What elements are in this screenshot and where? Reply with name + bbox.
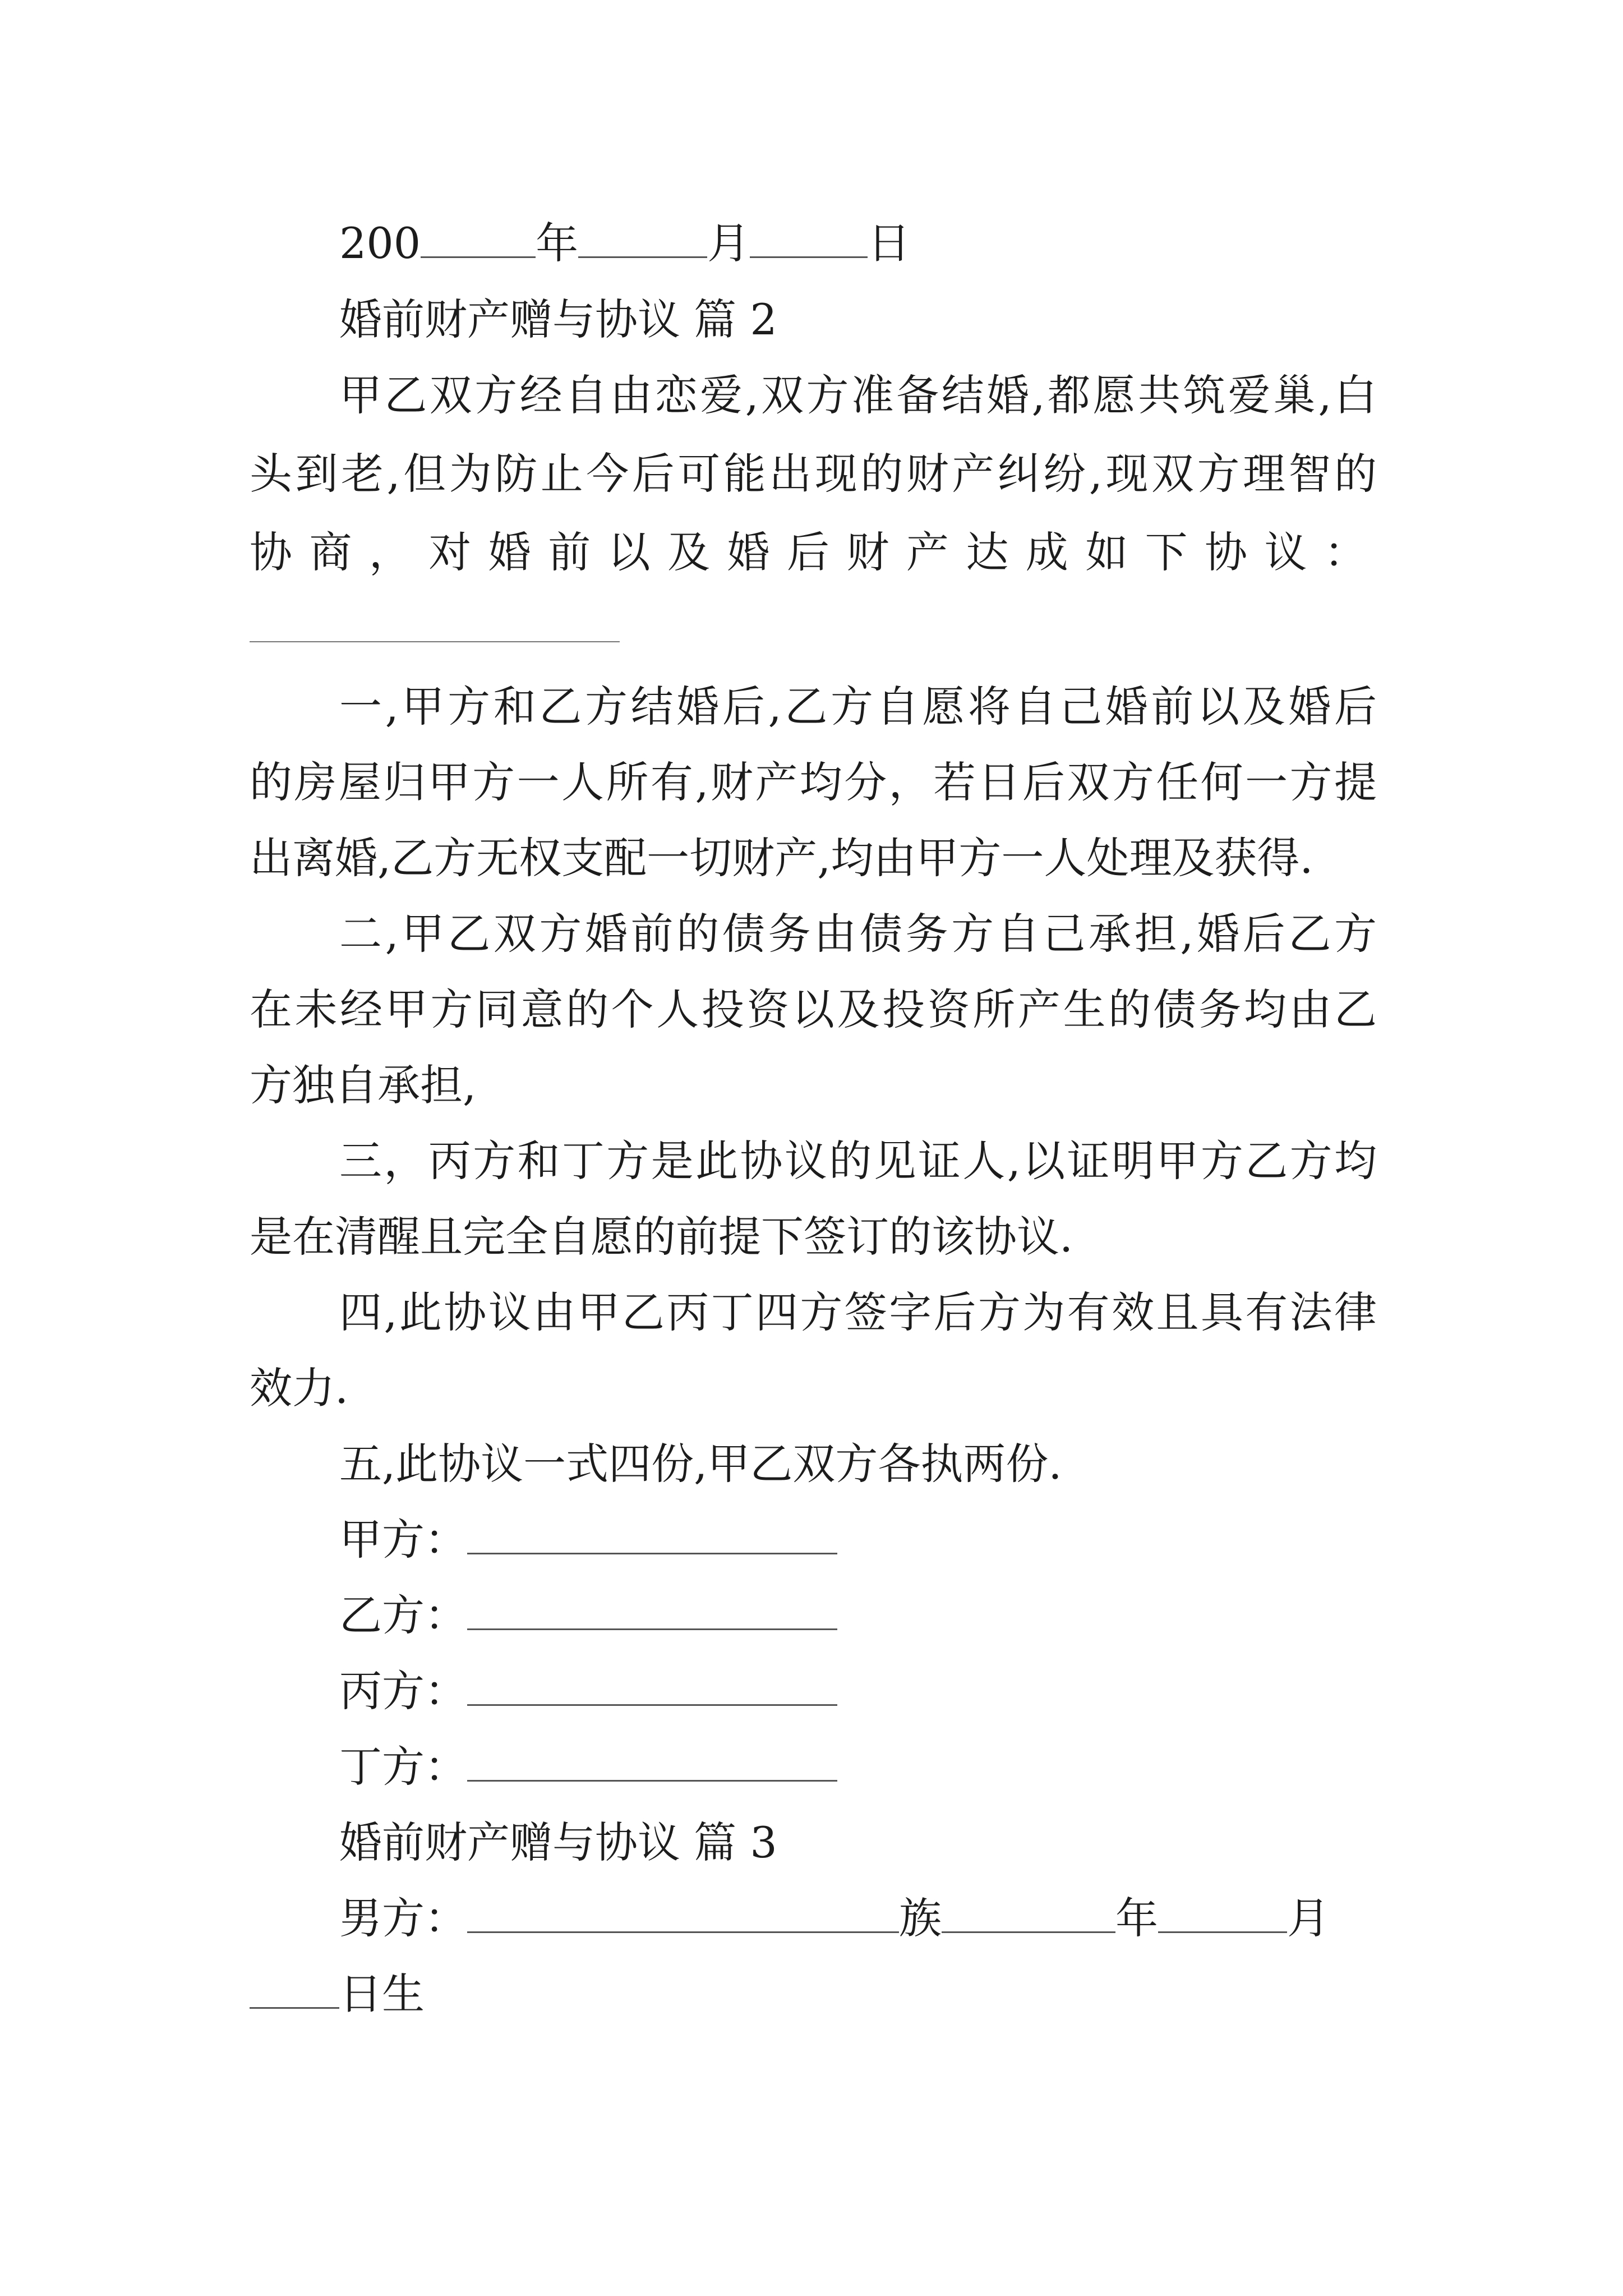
birth-day-blank [250,1969,339,2009]
male-name-blank [467,1893,899,1933]
party-d-label: 丁方： [339,1742,467,1792]
intro-line-2: 头到老,但为防止今后可能出现的财产纠纷,现双方理智的 [250,449,1377,499]
separator-rule [250,641,620,642]
party-c-label: 丙方： [339,1666,467,1716]
party-b-label: 乙方： [339,1590,467,1640]
signature-party-d [339,1728,1467,1806]
party-a-signature-blank [467,1515,837,1554]
birth-suffix: 日生 [339,1969,425,2019]
signature-party-b [339,1576,1467,1655]
signature-party-c [339,1652,1467,1731]
ethnicity-blank [942,1893,1115,1933]
party-a-label: 甲方： [339,1515,467,1565]
month-label: 月 [707,218,750,268]
birth-year-blank [1158,1893,1287,1933]
clause-1-line-1: 一,甲方和乙方结婚后,乙方自愿将自己婚前以及婚后 [339,682,1377,731]
party-d-signature-blank [467,1742,837,1782]
date-line [339,204,1467,283]
day-blank [750,218,868,258]
clause-1-line-3: 出离婚,乙方无权支配一切财产,均由甲方一人处理及获得. [250,833,1313,883]
clause-2-line-3: 方独自承担, [250,1060,477,1110]
clause-4-line-2: 效力. [250,1363,349,1413]
clause-1-line-2: 的房屋归甲方一人所有,财产均分，若日后双方任何一方提 [250,757,1377,807]
section-2-title: 婚前财产赠与协议 篇 2 [339,295,777,344]
date-year-prefix: 200 [339,218,421,268]
clause-2-line-1: 二,甲乙双方婚前的债务由债务方自己承担,婚后乙方 [339,909,1377,959]
birth-year-label: 年 [1115,1893,1158,1943]
signature-party-a [339,1501,1467,1579]
clause-5-line-1: 五,此协议一式四份,甲乙双方各执两份. [339,1439,1062,1489]
birth-month-label: 月 [1287,1893,1330,1943]
intro-line-3: 协商，对婚前以及婚后财产达成如下协议： [250,527,1377,577]
male-label: 男方： [339,1893,467,1943]
clause-2-line-2: 在未经甲方同意的个人投资以及投资所产生的债务均由乙 [250,984,1377,1034]
year-blank [421,218,536,258]
party-c-signature-blank [467,1666,837,1706]
clause-3-line-1: 三，丙方和丁方是此协议的见证人,以证明甲方乙方均 [339,1136,1377,1186]
clause-3-line-2: 是在清醒且完全自愿的前提下签订的该协议. [250,1212,1073,1262]
year-label: 年 [536,218,579,268]
ethnicity-label: 族 [899,1893,942,1943]
male-birth-line [250,1955,1377,2033]
party-b-signature-blank [467,1590,837,1630]
day-label: 日 [868,218,911,268]
month-blank [578,218,707,258]
intro-line-1: 甲乙双方经自由恋爱,双方准备结婚,都愿共筑爱巢,白 [339,370,1377,420]
clause-4-line-1: 四,此协议由甲乙丙丁四方签字后方为有效且具有法律 [339,1287,1377,1337]
section-3-title: 婚前财产赠与协议 篇 3 [339,1818,777,1867]
male-party-line [339,1879,1377,1958]
